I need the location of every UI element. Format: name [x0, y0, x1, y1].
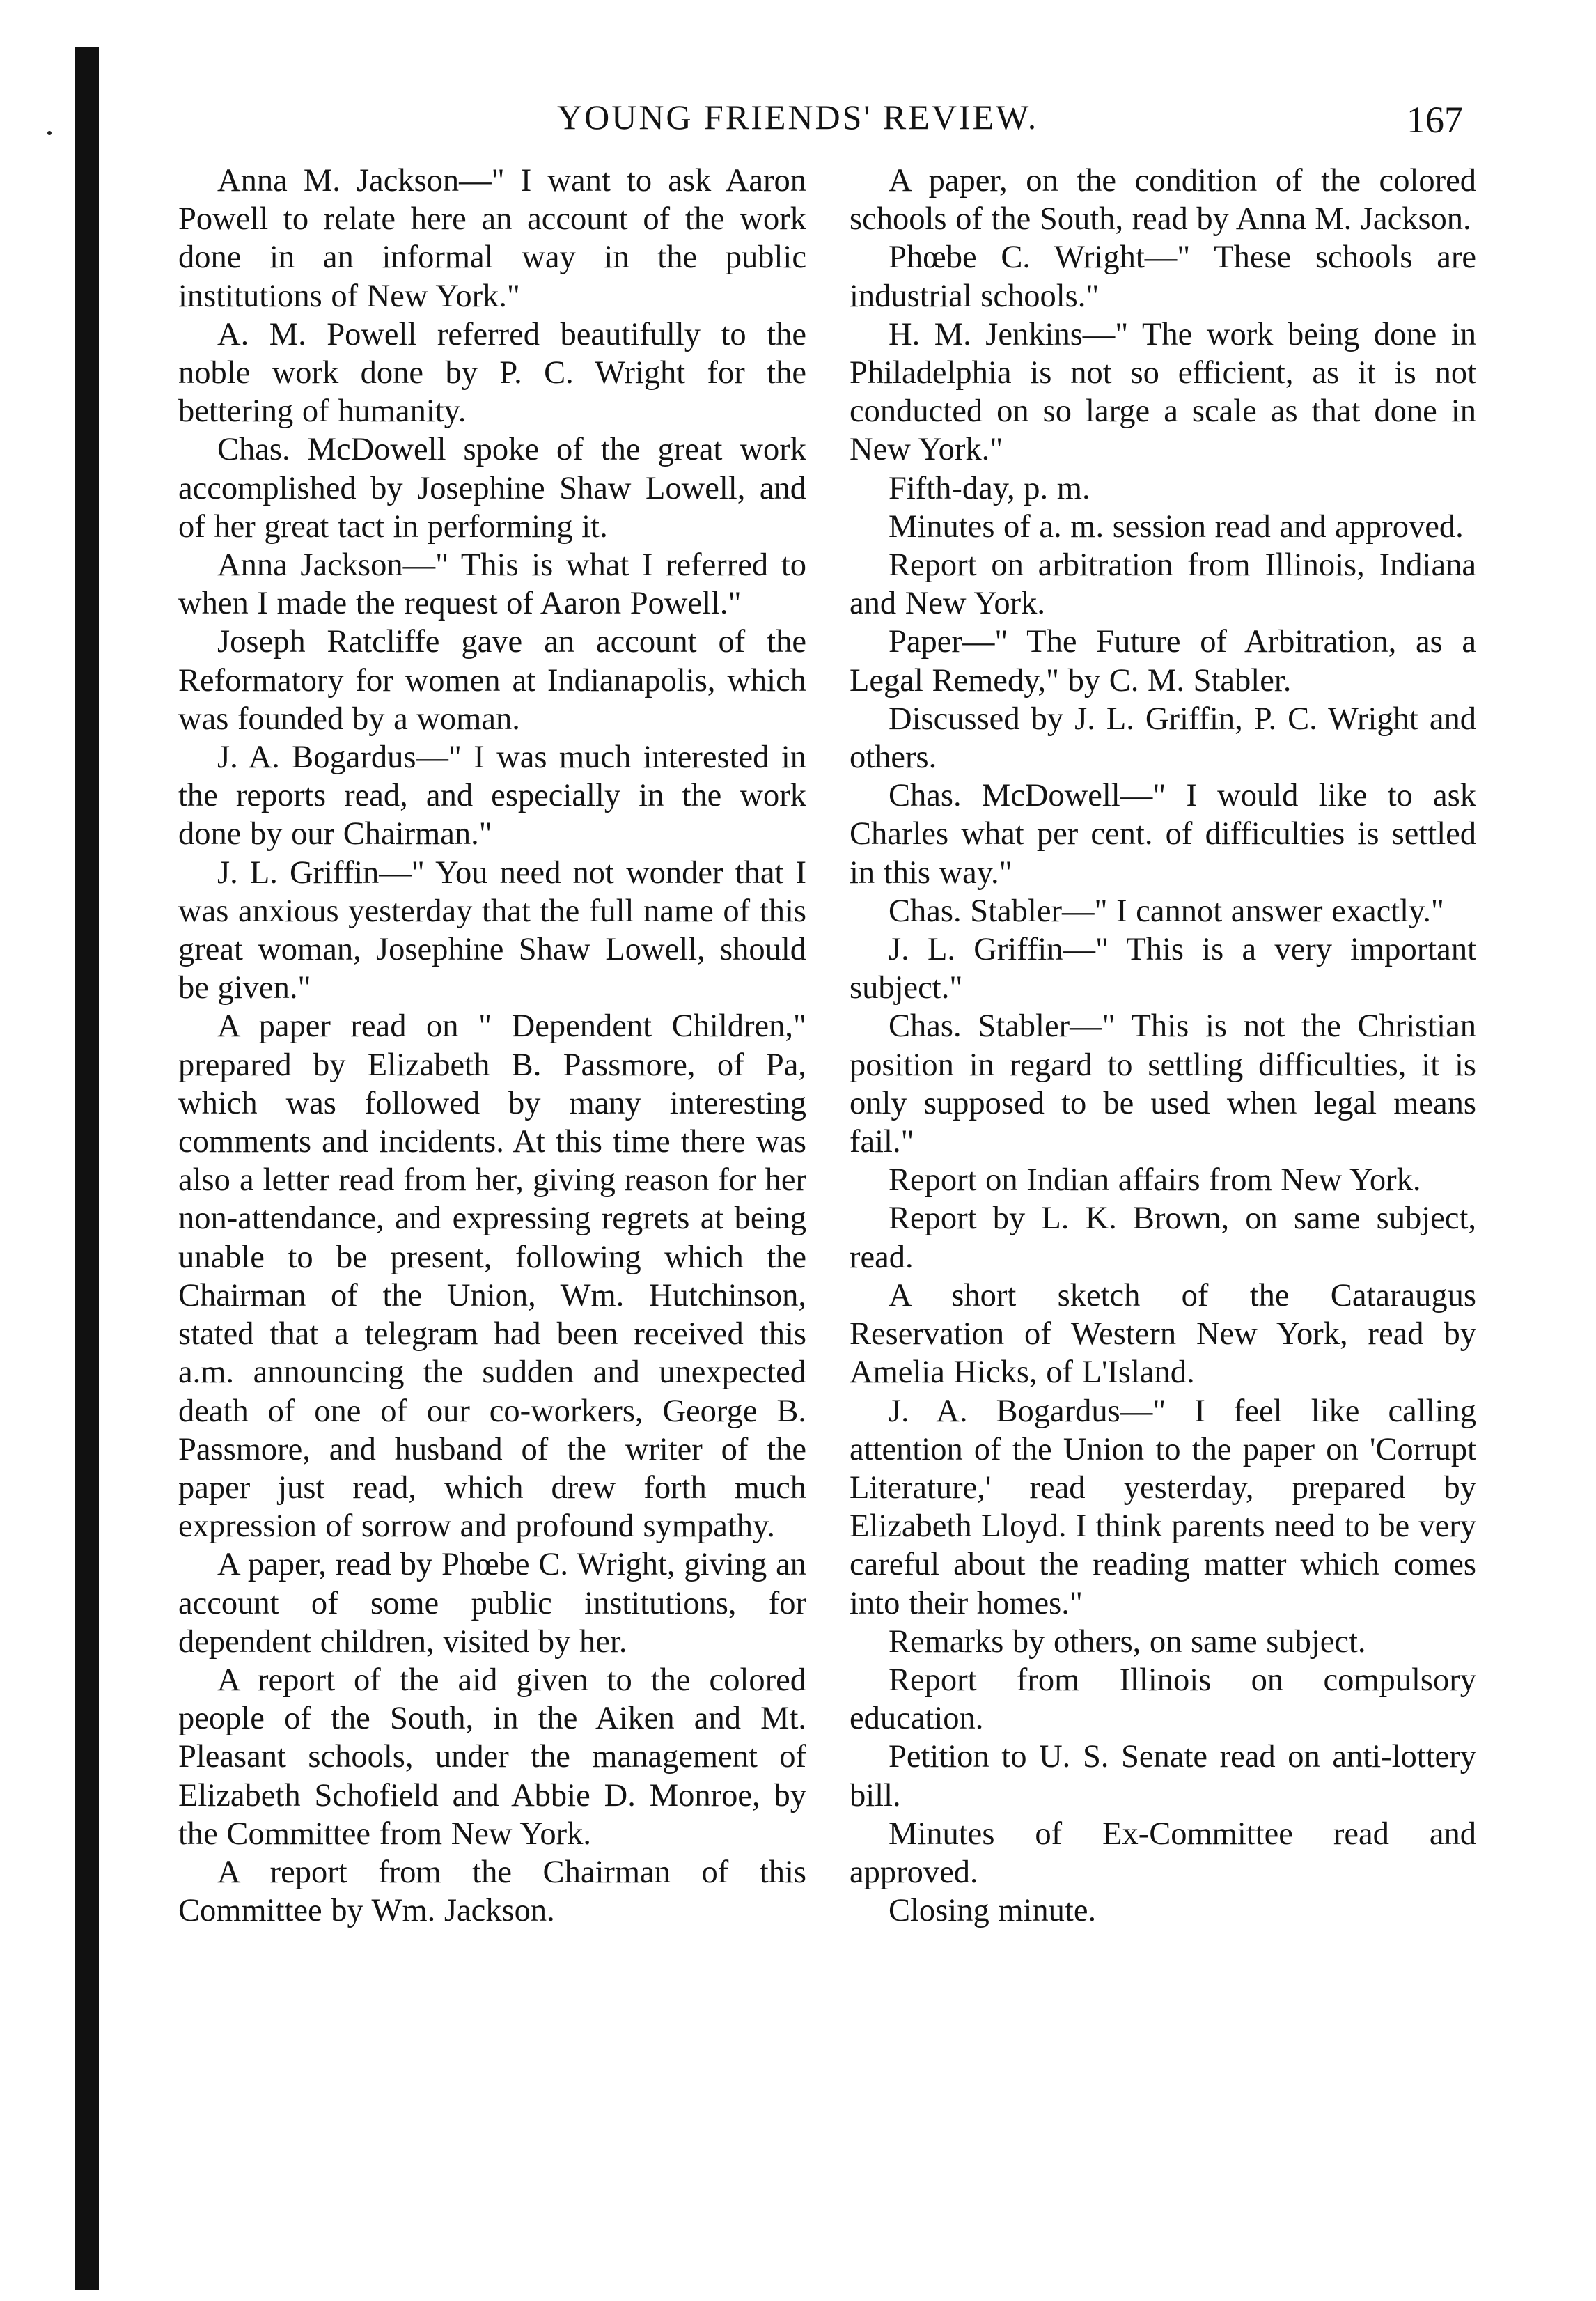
left-column: [178, 162, 806, 1930]
paragraph: Joseph Ratcliffe gave an account of the Reformatory for women at Indianapolis, which was founded by a woman.: [178, 624, 806, 737]
paragraph: Phœbe C. Wright—" These schools are industrial schools.": [850, 240, 1476, 314]
paragraph: Anna M. Jackson—" I want to ask Aaron Powell to relate here an account of the work done in an informal way in the public institutions of New York.": [178, 163, 806, 314]
right-column: [850, 162, 1476, 1930]
paragraph: Paper—" The Future of Arbitration, as a Legal Remedy," by C. M. Stabler.: [850, 624, 1476, 699]
paragraph: A. M. Powell referred beautifully to the noble work done by P. C. Wright for the bettering of humanity.: [178, 316, 806, 430]
paragraph: Remarks by others, on same subject.: [889, 1623, 1366, 1660]
paragraph: Minutes of Ex-Committee read and approved.: [850, 1816, 1476, 1890]
paragraph: Report from Illinois on compulsory education.: [850, 1662, 1476, 1737]
paragraph: A report of the aid given to the colored people of the South, in the Aiken and Mt. Pleasant schools, under the management of Elizabeth Schofield and Abbie D. Monroe, by the Committee from New York.: [178, 1662, 806, 1852]
paragraph: Anna Jackson—" This is what I referred to when I made the request of Aaron Powell.": [178, 547, 806, 622]
binding-shadow: [75, 47, 99, 2290]
paragraph: Minutes of a. m. session read and approved.: [889, 508, 1464, 545]
page-number: 167: [1407, 99, 1463, 141]
paragraph: Petition to U. S. Senate read on anti-lottery bill.: [850, 1739, 1476, 1814]
paragraph: Chas. Stabler—" I cannot answer exactly.": [889, 893, 1444, 929]
page-header: [0, 89, 1596, 145]
paragraph: H. M. Jenkins—" The work being done in Philadelphia is not so efficient, as it is not conducted on so large a scale as that done in New York.": [850, 316, 1476, 468]
paragraph: Report by L. K. Brown, on same subject, read.: [850, 1201, 1476, 1275]
paragraph: Chas. McDowell spoke of the great work accomplished by Josephine Shaw Lowell, and of her great tact in performing it.: [178, 432, 806, 545]
paragraph: Fifth-day, p. m.: [889, 470, 1090, 506]
running-title: YOUNG FRIENDS' REVIEW.: [557, 98, 1039, 136]
paragraph: J. L. Griffin—" You need not wonder that I was anxious yesterday that the full name of this great woman, Josephine Shaw Lowell, should be given.": [178, 855, 806, 1006]
paragraph: J. A. Bogardus—" I was much interested in the reports read, and especially in the work done by our Chairman.": [178, 740, 806, 852]
paragraph: A paper, on the condition of the colored schools of the South, read by Anna M. Jackson.: [850, 163, 1476, 237]
paragraph: A paper, read by Phœbe C. Wright, giving an account of some public institutions, for dependent children, visited by her.: [178, 1547, 806, 1660]
paragraph: Closing minute.: [889, 1893, 1097, 1929]
paragraph: A report from the Chairman of this Committee by Wm. Jackson.: [178, 1854, 806, 1929]
paragraph: Chas. Stabler—" This is not the Christian position in regard to settling difficulties, it is only supposed to be used when legal means fail.": [850, 1008, 1476, 1160]
paragraph: Report on Indian affairs from New York.: [889, 1162, 1421, 1199]
paragraph: Chas. McDowell—" I would like to ask Charles what per cent. of difficulties is settled in this way.": [850, 778, 1476, 891]
paragraph: Discussed by J. L. Griffin, P. C. Wright and others.: [850, 701, 1476, 776]
paragraph: Report on arbitration from Illinois, Indiana and New York.: [850, 547, 1476, 622]
paragraph: J. A. Bogardus—" I feel like calling attention of the Union to the paper on 'Corrupt Literature,' read yesterday, prepared by Elizabeth Lloyd. I think parents need to be very careful about the reading matter which comes into their homes.": [850, 1393, 1476, 1621]
paragraph: A short sketch of the Cataraugus Reservation of Western New York, read by Amelia Hicks, of L'Island.: [850, 1277, 1476, 1391]
paragraph: A paper read on " Dependent Children," prepared by Elizabeth B. Passmore, of Pa, which was followed by many interesting comments and incidents. At this time there was also a letter read from her, giving reason for her non-attendance, and expressing regrets at being unable to be present, following which the Chairman of the Union, Wm. Hutchinson, stated that a telegram had been received this a.m. announcing the sudden and unexpected death of one of our co-workers, George B. Passmore, and husband of the writer of the paper just read, which drew forth much expression of sorrow and profound sympathy.: [178, 1008, 806, 1545]
paragraph: J. L. Griffin—" This is a very important subject.": [850, 932, 1476, 1006]
